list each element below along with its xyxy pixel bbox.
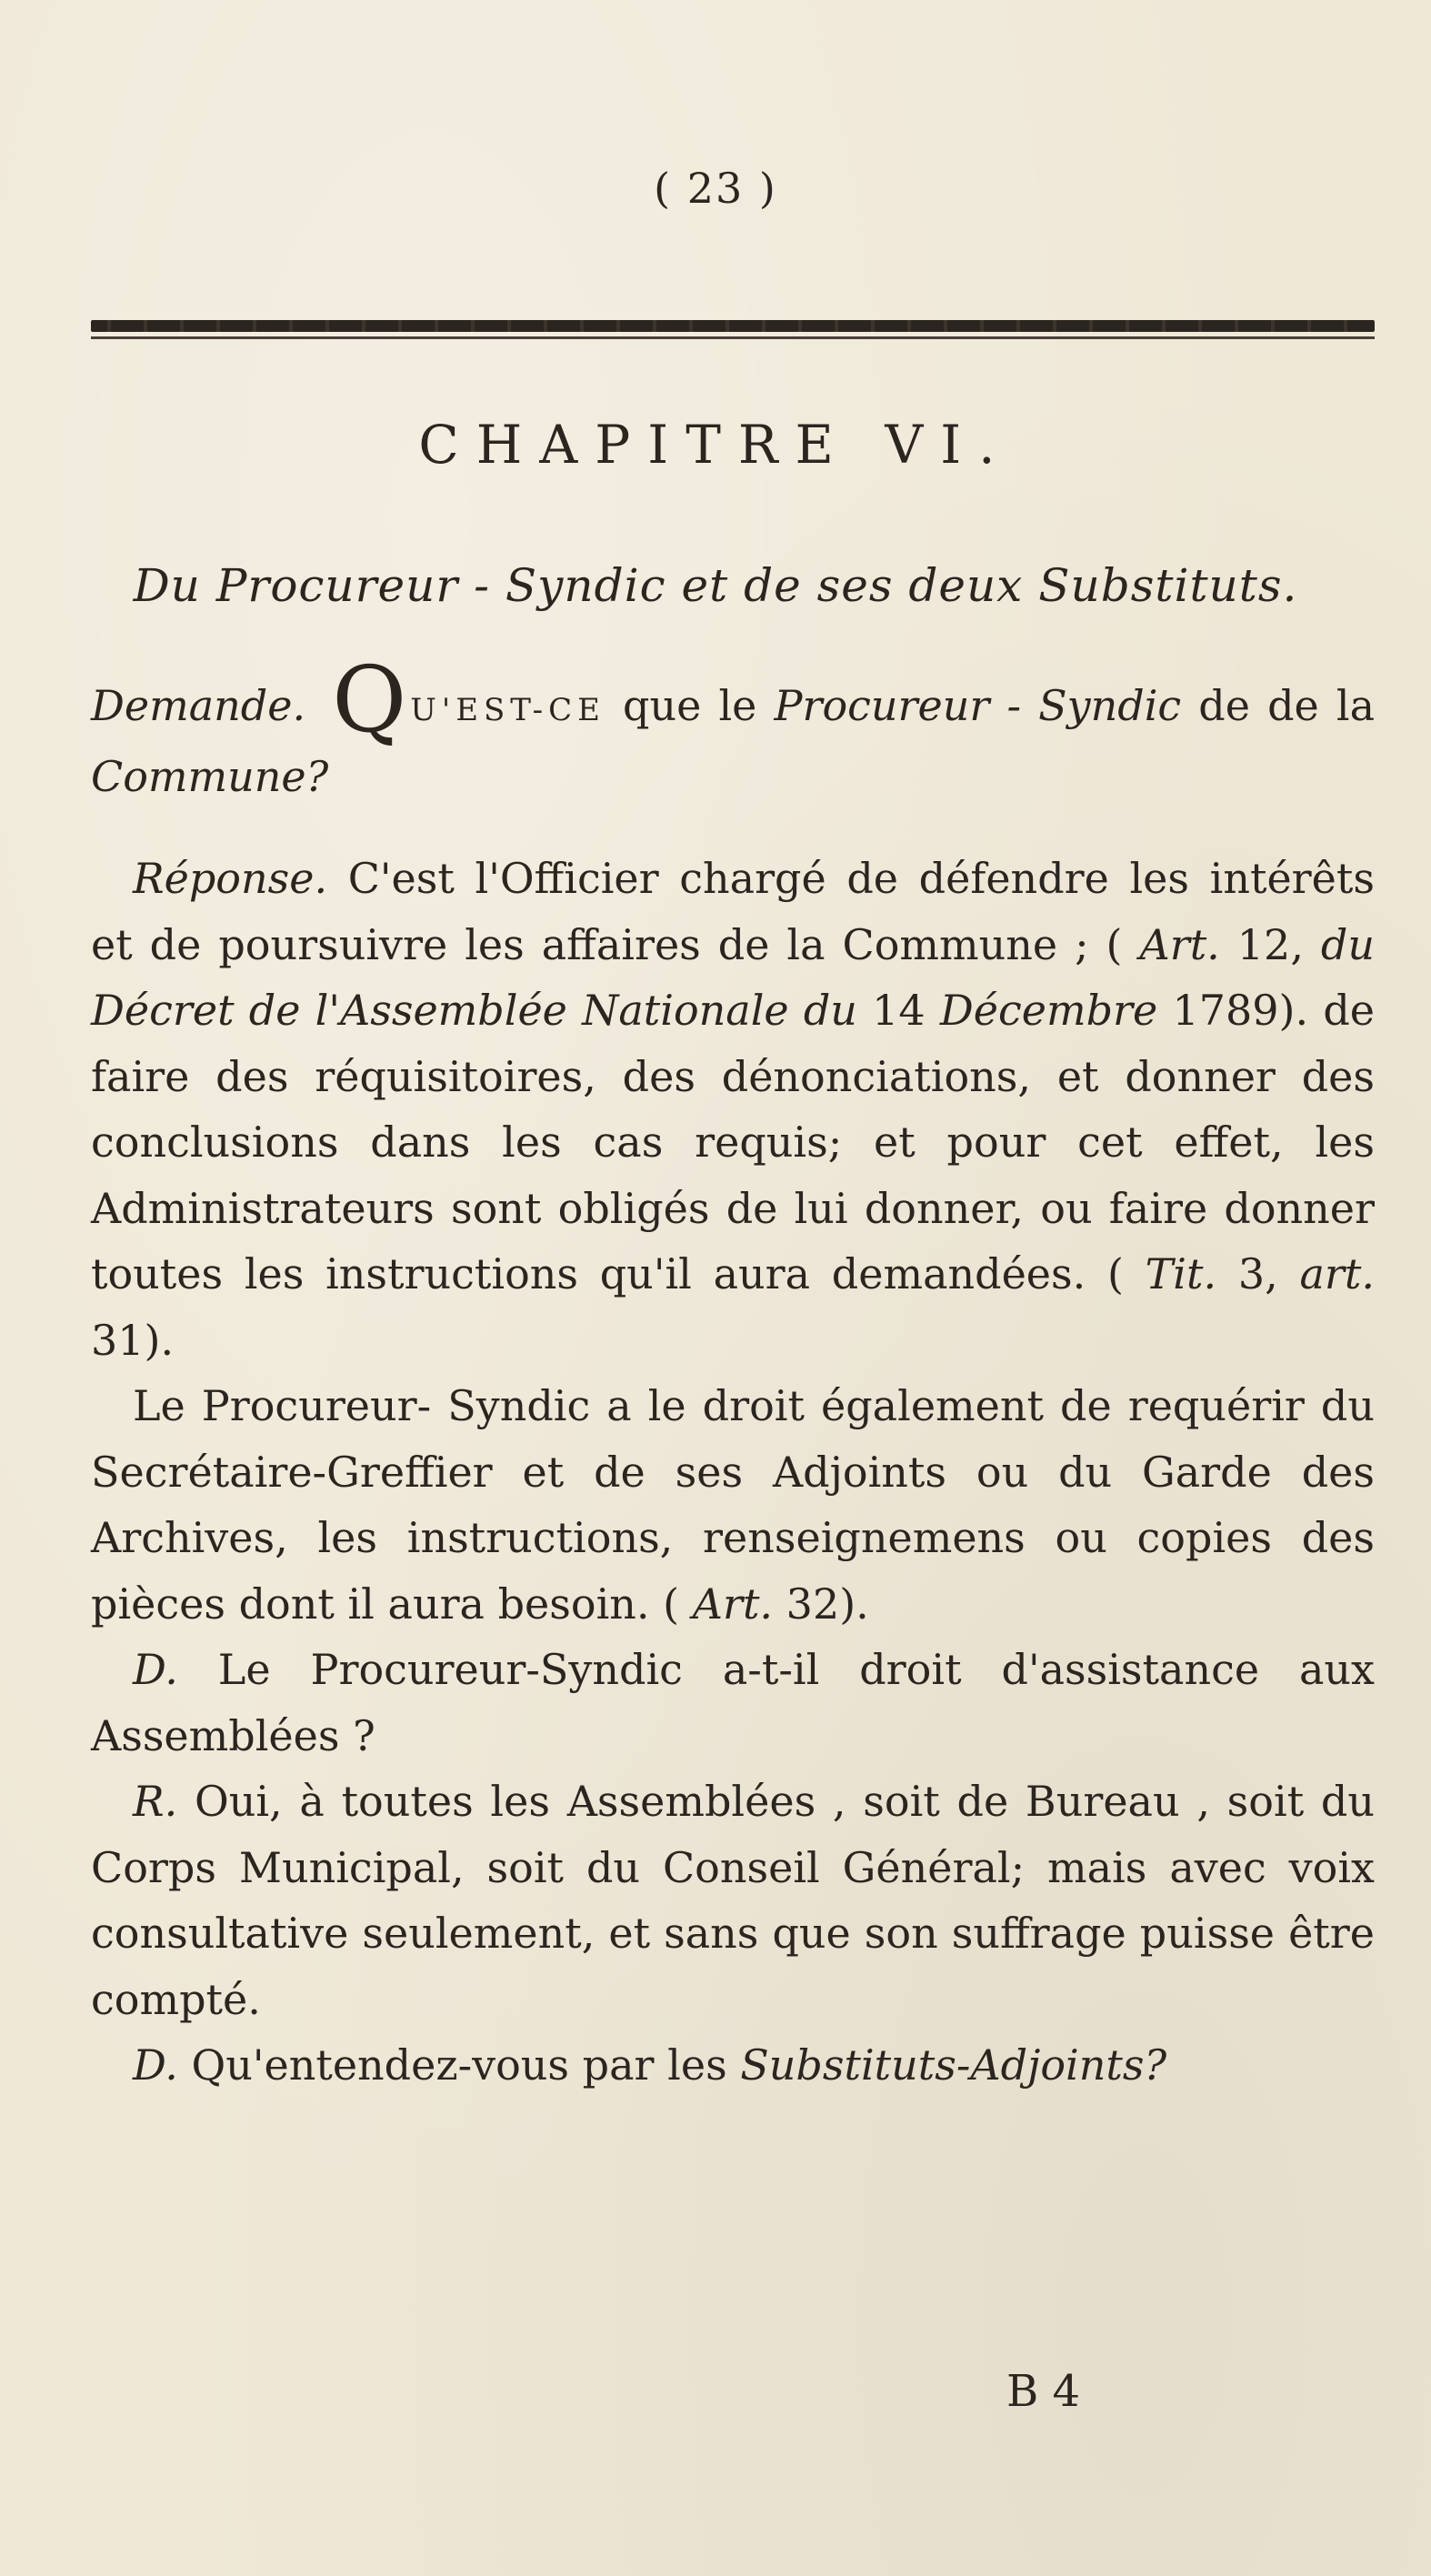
question-2: D. Le Procureur-Syndic a-t-il droit d'assistance aux Assemblées ? xyxy=(91,1645,1375,1760)
body-text xyxy=(91,647,1375,2099)
small-caps: U'EST-CE xyxy=(410,692,605,728)
question-3: D. Qu'entendez-vous par les Substituts-Adjoints? xyxy=(133,2040,1167,2090)
question-label: Demande. xyxy=(91,681,306,730)
paragraph-2: Le Procureur- Syndic a le droit également de requérir du Secrétaire-Greffier et de ses Adjoints ou du Garde des Archives, les instructions, renseignemens ou copies des pièces dont il aura besoin. ( Art. 32). xyxy=(91,1381,1375,1629)
answer-1: Réponse. C'est l'Officier chargé de défendre les intérêts et de poursuivre les affaires de la Commune ; ( Art. 12, du Décret de l'Assemblée Nationale du 14 Décembre 1789). de faire des réquisitoires, des dénonciations, et donner des conclusions dans les cas requis; et pour cet effet, les Administrateurs sont obligés de lui donner, ou faire donner toutes les instructions qu'il aura demandées. ( Tit. 3, art. 31). xyxy=(91,854,1375,1365)
answer-2: R. Oui, à toutes les Assemblées , soit de Bureau , soit du Corps Municipal, soit du Conseil Général; mais avec voix consultative seulement, et sans que son suffrage puisse être compté. xyxy=(91,1777,1375,2024)
chapter-subtitle: Du Procureur - Syndic et de ses deux Substituts. xyxy=(133,559,1298,612)
question-1: Demande. Q U'EST-CE que le Procureur - Syndic de de la Commune? xyxy=(91,647,1375,801)
answer-label: R. xyxy=(133,1777,178,1826)
signature-mark: B 4 xyxy=(1006,2366,1081,2417)
answer-label: Réponse. xyxy=(133,854,328,903)
header-rule-thin xyxy=(91,336,1375,339)
question-label: D. xyxy=(133,1645,178,1694)
header-rule xyxy=(91,320,1375,332)
drop-cap: Q xyxy=(332,647,407,753)
chapter-title: CHAPITRE VI. xyxy=(418,414,1013,476)
page-number: ( 23 ) xyxy=(654,164,777,213)
question-label: D. xyxy=(133,2040,178,2090)
